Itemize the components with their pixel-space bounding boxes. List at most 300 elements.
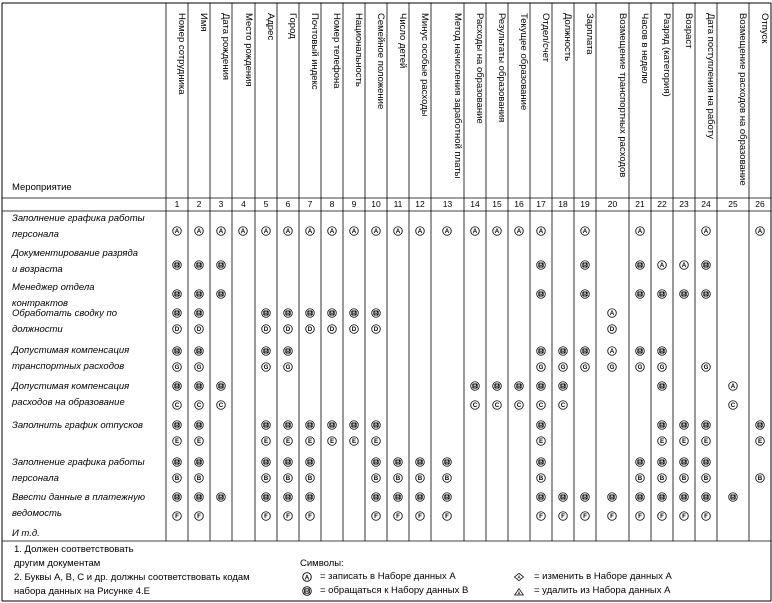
svg-text:D: D (329, 325, 334, 333)
activity-label: Документирование разряда (12, 248, 139, 259)
dataset-symbol-icon (607, 346, 617, 356)
svg-text:B: B (730, 494, 735, 500)
svg-text:B: B (703, 494, 708, 500)
activity-label: Заполнение графика работы (12, 213, 145, 224)
read-symbol-icon (679, 420, 689, 430)
dataset-symbol-icon (327, 324, 337, 334)
read-symbol-icon (536, 260, 546, 270)
column-header: Число детей (397, 13, 408, 69)
svg-text:F: F (285, 512, 290, 520)
activity-header: Мероприятие (12, 182, 72, 193)
dataset-symbol-icon (536, 400, 546, 410)
read-symbol-icon (536, 420, 546, 430)
column-number: 7 (307, 199, 313, 209)
column-number: 21 (635, 199, 645, 209)
dataset-symbol-icon (172, 324, 182, 334)
column-number: 14 (470, 199, 480, 209)
svg-text:A: A (637, 227, 642, 235)
svg-text:B: B (174, 494, 179, 500)
svg-text:E: E (659, 437, 664, 445)
note-2-line-1: 2. Буквы А, В, С и др. должны соответствовать кодам (14, 572, 250, 583)
read-symbol-icon (415, 457, 425, 467)
svg-text:B: B (637, 459, 642, 465)
svg-text:B: B (659, 422, 664, 428)
read-symbol-icon (755, 420, 765, 430)
svg-text:E: E (538, 437, 543, 445)
read-symbol-icon (701, 420, 711, 430)
activity-label: должности (12, 324, 63, 335)
svg-text:B: B (560, 348, 565, 354)
read-symbol-icon (194, 420, 204, 430)
svg-text:B: B (681, 474, 686, 482)
svg-text:B: B (703, 459, 708, 465)
dataset-symbol-icon (194, 324, 204, 334)
dataset-symbol-icon (371, 511, 381, 521)
svg-text:B: B (637, 474, 642, 482)
svg-text:E: E (263, 437, 268, 445)
svg-text:B: B (196, 459, 201, 465)
read-symbol-icon (701, 289, 711, 299)
svg-text:A: A (304, 574, 310, 582)
read-symbol-icon (194, 492, 204, 502)
svg-text:A: A (730, 382, 735, 390)
svg-text:A: A (174, 227, 179, 235)
dataset-symbol-icon (442, 226, 452, 236)
column-header: Почтовый индекс (309, 13, 320, 90)
svg-text:A: A (609, 309, 615, 317)
dataset-symbol-icon (470, 226, 480, 236)
dataset-symbol-icon (194, 362, 204, 372)
svg-text:B: B (174, 348, 179, 354)
svg-text:D: D (174, 325, 179, 333)
svg-text:B: B (560, 383, 565, 389)
dataset-symbol-icon (492, 226, 502, 236)
svg-text:B: B (329, 422, 334, 428)
read-symbol-icon (470, 381, 480, 391)
svg-text:E: E (285, 437, 290, 445)
svg-text:E: E (373, 437, 378, 445)
svg-text:B: B (263, 459, 268, 465)
svg-text:B: B (196, 348, 201, 354)
read-symbol-icon (283, 346, 293, 356)
svg-text:B: B (373, 494, 378, 500)
dataset-symbol-icon (701, 362, 711, 372)
svg-text:B: B (263, 310, 268, 316)
legend-write-text: = записать в Наборе данных А (320, 571, 456, 582)
read-symbol-icon (635, 457, 645, 467)
dataset-symbol-icon (327, 226, 337, 236)
read-symbol-icon (415, 492, 425, 502)
svg-text:B: B (538, 291, 543, 297)
svg-text:B: B (472, 383, 477, 389)
dataset-symbol-icon (536, 226, 546, 236)
read-symbol-icon (261, 346, 271, 356)
svg-text:F: F (417, 512, 422, 520)
dataset-symbol-icon (558, 362, 568, 372)
read-symbol-icon (635, 346, 645, 356)
legend-change-text: = изменить в Наборе данных А (534, 571, 672, 582)
dataset-symbol-icon (327, 436, 337, 446)
dataset-symbol-icon (755, 226, 765, 236)
read-symbol-icon (635, 492, 645, 502)
read-symbol-icon (216, 381, 226, 391)
svg-text:A: A (373, 227, 378, 235)
svg-text:B: B (637, 291, 642, 297)
activity-label: расходов на образование (12, 397, 125, 408)
svg-text:F: F (174, 512, 179, 520)
svg-text:B: B (196, 474, 201, 482)
dataset-symbol-icon (442, 511, 452, 521)
read-symbol-icon (305, 308, 315, 318)
read-symbol-icon (728, 492, 738, 502)
dataset-symbol-icon (172, 436, 182, 446)
read-symbol-icon (261, 420, 271, 430)
svg-text:B: B (395, 474, 400, 482)
read-symbol-icon (172, 457, 182, 467)
dataset-symbol-icon (679, 473, 689, 483)
svg-text:F: F (659, 512, 664, 520)
svg-text:B: B (395, 494, 400, 500)
column-header: Номер телефона (331, 13, 342, 89)
dataset-symbol-icon (283, 324, 293, 334)
read-symbol-icon (580, 492, 590, 502)
dataset-symbol-icon (194, 400, 204, 410)
dataset-symbol-icon (514, 226, 524, 236)
svg-text:A: A (703, 227, 708, 235)
dataset-symbol-icon (283, 511, 293, 521)
note-2-line-2: набора данных на Рисунке 4.Е (14, 586, 151, 597)
svg-text:B: B (174, 383, 179, 389)
svg-text:E: E (174, 437, 179, 445)
dataset-symbol-icon (194, 226, 204, 236)
svg-text:B: B (560, 494, 565, 500)
svg-text:B: B (285, 348, 290, 354)
svg-text:B: B (196, 383, 201, 389)
column-number: 16 (514, 199, 524, 209)
read-symbol-icon (679, 492, 689, 502)
read-symbol-icon (283, 308, 293, 318)
read-symbol-icon (492, 381, 502, 391)
column-number: 19 (580, 199, 590, 209)
activity-label: Допустимая компенсация (12, 345, 130, 356)
svg-text:B: B (659, 348, 664, 354)
column-number: 23 (679, 199, 689, 209)
dataset-symbol-icon (657, 362, 667, 372)
read-symbol-icon (194, 346, 204, 356)
dataset-symbol-icon (679, 436, 689, 446)
dataset-symbol-icon (172, 226, 182, 236)
dataset-symbol-icon (216, 400, 226, 410)
svg-text:B: B (307, 459, 312, 465)
dataset-symbol-icon (305, 226, 315, 236)
svg-text:B: B (637, 348, 642, 354)
column-number: 20 (607, 199, 618, 209)
read-symbol-icon (172, 260, 182, 270)
dataset-symbol-icon (216, 226, 226, 236)
svg-text:B: B (285, 494, 290, 500)
dataset-symbol-icon (607, 324, 617, 334)
read-symbol-icon (305, 457, 315, 467)
svg-text:F: F (307, 512, 312, 520)
svg-text:A: A (240, 227, 246, 235)
svg-text:D: D (373, 325, 378, 333)
column-number: 2 (196, 199, 202, 209)
svg-text:E: E (307, 437, 312, 445)
svg-text:A: A (538, 227, 543, 235)
column-number: 1 (174, 199, 180, 209)
read-symbol-icon (657, 420, 667, 430)
svg-text:B: B (538, 422, 543, 428)
read-symbol-icon (657, 346, 667, 356)
column-number: 6 (285, 199, 291, 209)
read-symbol-icon (172, 289, 182, 299)
column-number: 15 (492, 199, 502, 209)
svg-text:B: B (373, 422, 378, 428)
read-symbol-icon (194, 260, 204, 270)
column-header: Город (287, 13, 298, 39)
dataset-symbol-icon (371, 473, 381, 483)
read-symbol-icon (194, 381, 204, 391)
dataset-symbol-icon (261, 226, 271, 236)
svg-text:A: A (351, 227, 356, 235)
svg-text:D: D (351, 325, 356, 333)
dataset-symbol-icon (635, 226, 645, 236)
note-1-line-2: другим документам (14, 558, 101, 569)
read-symbol-icon (393, 457, 403, 467)
svg-text:B: B (307, 474, 312, 482)
column-number: 17 (536, 199, 546, 209)
column-header: Отпуск (759, 13, 770, 44)
dataset-symbol-icon (536, 511, 546, 521)
svg-text:G: G (637, 363, 642, 371)
dataset-symbol-icon (580, 511, 590, 521)
svg-text:D: D (307, 325, 312, 333)
read-symbol-icon (558, 346, 568, 356)
read-symbol-icon (216, 289, 226, 299)
svg-text:B: B (681, 494, 686, 500)
svg-text:F: F (560, 512, 565, 520)
dataset-symbol-icon (657, 511, 667, 521)
dataset-symbol-icon (415, 511, 425, 521)
dataset-symbol-icon (283, 436, 293, 446)
svg-text:B: B (417, 474, 422, 482)
activity-label: контрактов (12, 298, 69, 309)
svg-text:A: A (582, 227, 587, 235)
activity-label: Ввести данные в платежную (12, 492, 145, 503)
read-symbol-icon (216, 492, 226, 502)
read-symbol-icon (172, 381, 182, 391)
svg-text:F: F (263, 512, 268, 520)
column-number: 4 (241, 199, 246, 209)
dataset-symbol-icon (580, 226, 590, 236)
svg-text:D: D (609, 325, 615, 333)
dataset-symbol-icon (755, 436, 765, 446)
svg-text:A: A (517, 590, 521, 596)
svg-text:B: B (582, 494, 587, 500)
column-header: Возмещение транспортных расходов (617, 13, 628, 178)
svg-text:B: B (757, 474, 762, 482)
svg-text:G: G (196, 363, 201, 371)
dataset-symbol-icon (371, 324, 381, 334)
dataset-symbol-icon (305, 324, 315, 334)
svg-text:B: B (538, 459, 543, 465)
dataset-symbol-icon (393, 226, 403, 236)
read-symbol-icon (216, 260, 226, 270)
read-symbol-icon (701, 457, 711, 467)
read-symbol-icon (349, 308, 359, 318)
dataset-symbol-icon (172, 362, 182, 372)
read-symbol-icon (172, 308, 182, 318)
svg-text:B: B (538, 383, 543, 389)
dataset-symbol-icon (172, 400, 182, 410)
dataset-symbol-icon (393, 473, 403, 483)
svg-text:B: B (174, 459, 179, 465)
dataset-symbol-icon (679, 260, 689, 270)
dataset-symbol-icon (261, 362, 271, 372)
svg-text:A: A (494, 227, 499, 235)
dataset-symbol-icon (657, 260, 667, 270)
svg-text:B: B (445, 494, 449, 500)
svg-text:B: B (659, 383, 664, 389)
read-symbol-icon (305, 420, 315, 430)
read-symbol-icon (635, 289, 645, 299)
dataset-symbol-icon (305, 436, 315, 446)
svg-text:B: B (582, 348, 587, 354)
dataset-symbol-icon (701, 473, 711, 483)
legend-title: Символы: (300, 558, 344, 569)
svg-text:A: A (263, 227, 268, 235)
svg-text:B: B (307, 494, 312, 500)
read-symbol-icon (172, 346, 182, 356)
read-symbol-icon (514, 381, 524, 391)
read-symbol-icon (635, 260, 645, 270)
svg-text:G: G (703, 363, 708, 371)
read-symbol-icon (371, 457, 381, 467)
change-symbol-icon (514, 572, 524, 582)
column-number: 11 (393, 199, 403, 209)
svg-text:C: C (560, 401, 565, 409)
svg-text:B: B (351, 422, 356, 428)
svg-text:B: B (703, 474, 708, 482)
read-symbol-icon (283, 457, 293, 467)
read-symbol-icon (371, 420, 381, 430)
svg-text:B: B (417, 494, 422, 500)
read-symbol-icon (442, 492, 452, 502)
column-header: Должность (562, 13, 573, 62)
dataset-symbol-icon (514, 400, 524, 410)
svg-text:F: F (445, 512, 449, 520)
read-symbol-icon (536, 457, 546, 467)
svg-text:B: B (637, 494, 642, 500)
svg-text:A: A (609, 347, 615, 355)
svg-text:C: C (730, 401, 735, 409)
svg-text:F: F (610, 512, 614, 520)
svg-text:C: C (196, 401, 201, 409)
read-symbol-icon (371, 308, 381, 318)
read-symbol-icon (657, 381, 667, 391)
svg-text:D: D (263, 325, 268, 333)
svg-text:B: B (582, 291, 587, 297)
activity-label: персонала (12, 473, 59, 484)
dataset-symbol-icon (283, 226, 293, 236)
read-symbol-icon (580, 289, 590, 299)
svg-text:B: B (444, 474, 450, 482)
svg-text:B: B (681, 422, 686, 428)
read-symbol-icon (371, 492, 381, 502)
write-symbol-icon (302, 572, 312, 582)
delete-symbol-icon (514, 587, 524, 597)
svg-text:C: C (174, 401, 179, 409)
dataset-symbol-icon (194, 473, 204, 483)
dataset-symbol-icon (305, 473, 315, 483)
svg-text:A: A (196, 227, 201, 235)
column-header: Национальность (353, 13, 364, 87)
svg-text:B: B (538, 348, 543, 354)
svg-text:F: F (395, 512, 400, 520)
dataset-symbol-icon (470, 400, 480, 410)
svg-text:C: C (472, 401, 477, 409)
svg-text:E: E (196, 437, 201, 445)
svg-text:B: B (516, 383, 521, 389)
svg-text:A: A (285, 227, 290, 235)
read-symbol-icon (701, 492, 711, 502)
svg-text:F: F (582, 512, 587, 520)
svg-text:B: B (174, 262, 179, 268)
column-number: 10 (371, 199, 381, 209)
read-symbol-icon (261, 492, 271, 502)
column-number: 9 (351, 199, 357, 209)
svg-text:B: B (703, 291, 708, 297)
column-number: 22 (657, 199, 667, 209)
dataset-symbol-icon (415, 473, 425, 483)
read-symbol-icon (393, 492, 403, 502)
dataset-symbol-icon (283, 362, 293, 372)
svg-text:A: A (681, 261, 686, 269)
svg-text:B: B (373, 459, 378, 465)
svg-text:E: E (351, 437, 356, 445)
svg-text:F: F (373, 512, 378, 520)
svg-text:B: B (196, 310, 201, 316)
activity-label: персонала (12, 229, 59, 240)
svg-text:B: B (351, 310, 356, 316)
svg-text:A: A (516, 227, 521, 235)
svg-text:B: B (305, 588, 309, 595)
read-symbol-icon (283, 492, 293, 502)
svg-text:B: B (218, 291, 223, 297)
svg-text:E: E (329, 437, 334, 445)
svg-text:B: B (373, 310, 378, 316)
svg-text:B: B (445, 459, 449, 465)
dataset-symbol-icon (261, 436, 271, 446)
column-header: Возраст (683, 13, 694, 49)
read-symbol-icon (536, 346, 546, 356)
column-number: 18 (558, 199, 568, 209)
svg-text:B: B (538, 494, 543, 500)
read-symbol-icon (536, 492, 546, 502)
read-symbol-icon (327, 308, 337, 318)
column-number: 13 (442, 199, 453, 209)
dataset-symbol-icon (755, 473, 765, 483)
read-symbol-icon (701, 260, 711, 270)
dataset-symbol-icon (349, 436, 359, 446)
svg-text:B: B (196, 291, 201, 297)
svg-text:B: B (417, 459, 422, 465)
dataset-symbol-icon (558, 400, 568, 410)
svg-text:B: B (263, 494, 268, 500)
svg-text:F: F (637, 512, 642, 520)
column-header: Дата поступления на работу (705, 13, 716, 139)
svg-text:E: E (703, 437, 708, 445)
